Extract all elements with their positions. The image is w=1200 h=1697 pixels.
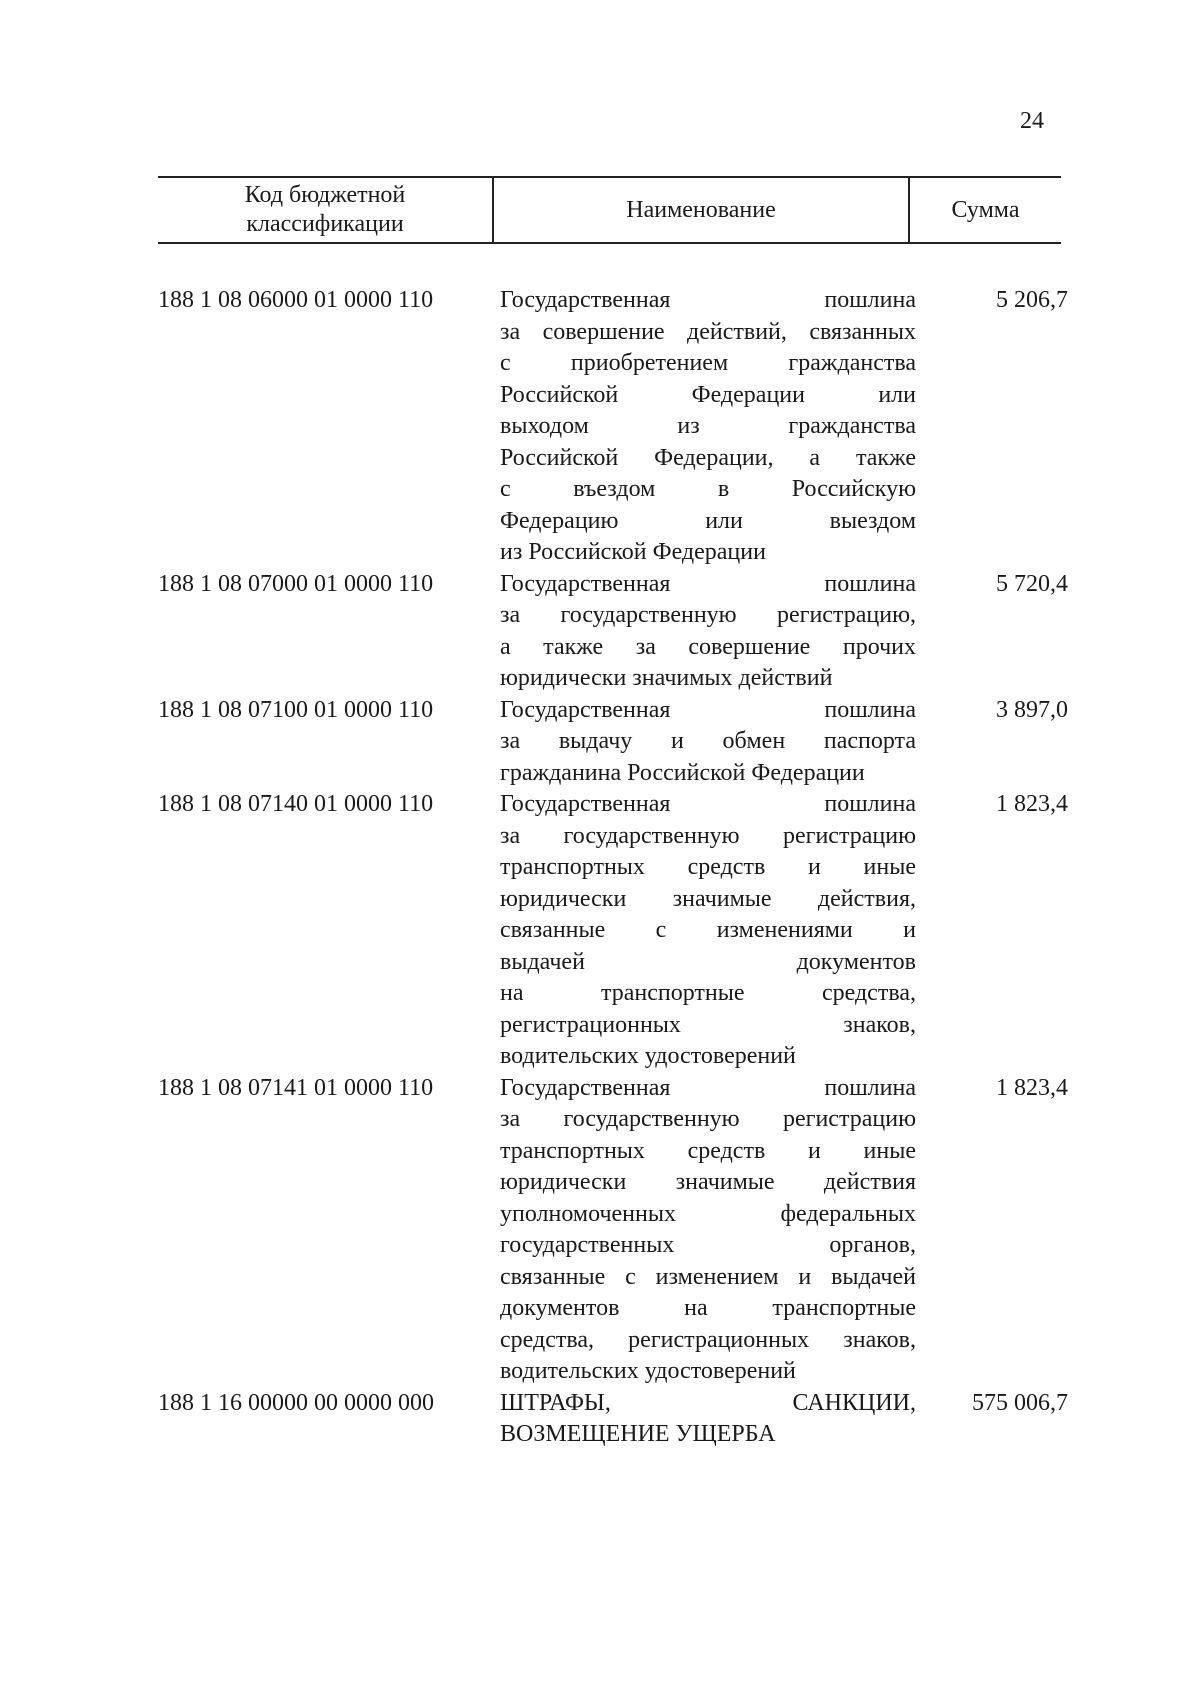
header-code-line2: классификации (246, 211, 404, 237)
item-name-line: ВОЗМЕЩЕНИЕ УЩЕРБА (500, 1421, 776, 1447)
item-name-line: юридически значимые действия (500, 1169, 916, 1195)
budget-code: 188 1 08 07000 01 0000 110 (158, 570, 434, 597)
budget-code: 188 1 08 06000 01 0000 110 (158, 287, 434, 313)
item-name-line: за государственную регистрацию, (500, 602, 916, 628)
table-row (158, 695, 1068, 790)
budget-code: 188 1 08 07140 01 0000 110 (158, 791, 434, 817)
item-name (500, 285, 916, 569)
item-sum: 3 897,0 (996, 696, 1068, 723)
item-name-line: средства, регистрационных знаков, (500, 1326, 916, 1353)
item-name-line: водительских удостоверений (500, 1043, 796, 1069)
table-header (158, 176, 1061, 244)
table-body (158, 285, 1068, 1451)
item-name (500, 789, 916, 1073)
item-name-line: юридически значимые действия, (500, 885, 916, 912)
item-name-line: государственных органов, (500, 1232, 916, 1258)
item-name-line: на транспортные средства, (500, 980, 916, 1006)
item-name-line: Государственная пошлина (500, 1074, 916, 1101)
item-name-line: выдачей документов (500, 948, 916, 975)
item-name-line: юридически значимых действий (500, 665, 833, 691)
item-name (500, 695, 916, 790)
budget-code: 188 1 08 07141 01 0000 110 (158, 1074, 434, 1101)
item-name-line: Государственная пошлина (500, 791, 916, 817)
table-row (158, 569, 1068, 695)
item-name-line: Федерацию или выездом (500, 507, 916, 534)
item-name-line: за государственную регистрацию (500, 822, 916, 849)
item-sum: 1 823,4 (996, 1074, 1068, 1101)
table-row (158, 789, 1068, 1073)
table-row (158, 285, 1068, 569)
budget-code: 188 1 08 07100 01 0000 110 (158, 696, 434, 723)
item-name-line: регистрационных знаков, (500, 1011, 916, 1038)
item-name-line: Российской Федерации, а также (500, 444, 916, 471)
item-name-line: транспортных средств и иные (500, 854, 916, 880)
budget-code: 188 1 16 00000 00 0000 000 (158, 1389, 434, 1416)
item-name-line: Российской Федерации или (500, 381, 916, 408)
item-sum: 1 823,4 (996, 791, 1068, 817)
item-name (500, 1388, 916, 1451)
item-name-line: из Российской Федерации (500, 539, 766, 565)
table-row (158, 1388, 1068, 1451)
item-name-line: транспортных средств и иные (500, 1137, 916, 1164)
item-name (500, 569, 916, 695)
item-name-line: связанные с изменениями и (500, 917, 916, 943)
item-name-line: Государственная пошлина (500, 696, 916, 723)
item-name-line: уполномоченных федеральных (500, 1200, 916, 1227)
item-name-line: с приобретением гражданства (500, 350, 916, 376)
header-sum: Сумма (951, 196, 1020, 223)
item-name-line: за государственную регистрацию (500, 1106, 916, 1132)
header-name: Наименование (492, 178, 910, 242)
item-name-line: ШТРАФЫ, САНКЦИИ, (500, 1389, 916, 1416)
table-row (158, 1073, 1068, 1388)
item-name-line: Государственная пошлина (500, 287, 916, 313)
item-name-line: за выдачу и обмен паспорта (500, 728, 916, 754)
item-name-line: связанные с изменением и выдачей (500, 1263, 916, 1290)
item-name-line: гражданина Российской Федерации (500, 759, 865, 786)
item-name-line: а также за совершение прочих (500, 633, 916, 660)
header-code-line1: Код бюджетной (244, 182, 406, 208)
item-name-line: с въездом в Российскую (500, 476, 916, 502)
item-name-line: выходом из гражданства (500, 413, 916, 439)
item-name-line: Государственная пошлина (500, 570, 916, 597)
header-code (158, 178, 492, 242)
page-number: 24 (1020, 108, 1044, 134)
item-sum: 575 006,7 (972, 1389, 1068, 1416)
item-name-line: документов на транспортные (500, 1295, 916, 1321)
item-sum: 5 720,4 (996, 570, 1068, 597)
item-name (500, 1073, 916, 1388)
item-name-line: водительских удостоверений (500, 1358, 796, 1384)
item-sum: 5 206,7 (996, 287, 1068, 313)
item-name-line: за совершение действий, связанных (500, 318, 916, 345)
